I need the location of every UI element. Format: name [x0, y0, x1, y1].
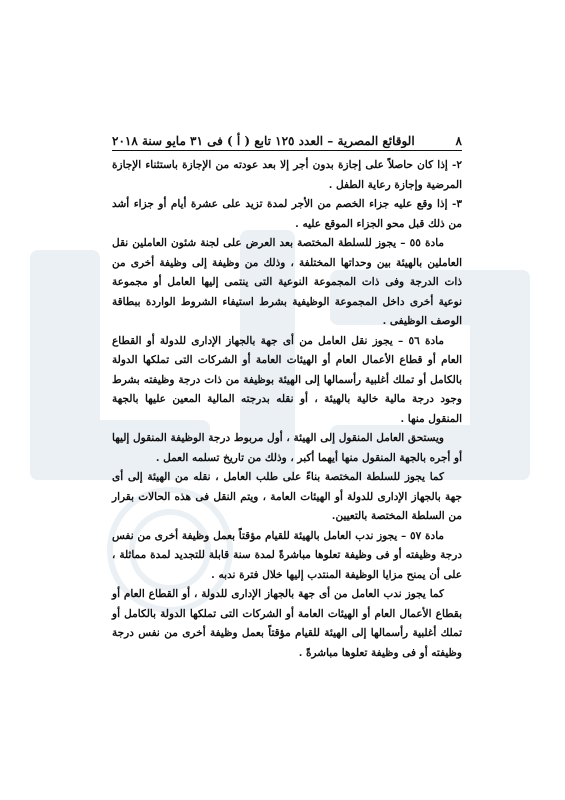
article-label: مادة ٥٥ [409, 237, 445, 249]
page-number: ٨ [455, 134, 462, 148]
page-header [112, 128, 462, 151]
article-57 [112, 527, 462, 586]
article-text: – يجوز ندب العامل بالهيئة للقيام مؤقتاً بعمل وظيفة أخرى من نفس درجة وظيفته أو فى وظيفة تعلوها مباشرةً لمدة سنة قابلة للتجديد لمدة مماثلة ، على أن يمنح مزايا الوظيفة المنتدب إليها خلال فترة ندبه . [112, 529, 462, 581]
document-body [112, 156, 462, 663]
paragraph-transfer-request: كما يجوز للسلطة المختصة بناءً على طلب العامل ، نقله من الهيئة إلى أى جهة بالجهاز الإدارى للدولة أو الهيئات العامة ، ويتم النقل فى هذه الحالات بقرار من السلطة المختصة بالتعيين. [112, 471, 462, 522]
paragraph-secondment: كما يجوز ندب العامل من أى جهة بالجهاز الإدارى للدولة ، أو القطاع العام أو بقطاع الأعمال العام أو الهيئات العامة أو الشركات التى تملكها الدولة بالكامل أو تملك أغلبية رأسمالها إلى الهيئة للقيام مؤقتاً بعمل وظيفة أخرى من نفس درجة وظيفته أو فى وظيفة تعلوها مباشرةً . [112, 588, 462, 659]
paragraph-transfer-salary: ويستحق العامل المنقول إلى الهيئة ، أول مربوط درجة الوظيفة المنقول إليها أو أجره بالجهة المنقول منها أيهما أكبر ، وذلك من تاريخ تسلمه العمل . [112, 432, 462, 464]
article-56 [112, 332, 462, 430]
article-55 [112, 234, 462, 332]
page-header-title: الوقائع المصرية – العدد ١٢٥ تابع ( أ ) فى ٣١ مايو سنة ٢٠١٨ [112, 134, 415, 148]
article-text: – يجوز نقل العامل من أى جهة بالجهاز الإدارى للدولة أو القطاع العام أو قطاع الأعمال العام أو الهيئات العامة أو الشركات التى تملكها الدولة بالكامل أو تملك أغلبية رأسمالها إلى الهيئة بوظيفة من ذات درجة وظيفته بشرط وجود درجة مالية خالية بالهيئة ، أو نقله بدرجته المالية المعين عليها بالجهة المنقول منها . [112, 334, 462, 425]
paragraph-condition-2: ٢- إذا كان حاصلاً على إجازة بدون أجر إلا بعد عودته من الإجازة باستثناء الإجازة المرضية وإجازة رعاية الطفل . [112, 159, 462, 191]
article-label: مادة ٥٧ [410, 529, 445, 542]
article-label: مادة ٥٦ [408, 334, 444, 347]
paragraph-condition-3: ٣- إذا وقع عليه جزاء الخصم من الأجر لمدة تزيد على عشرة أيام أو جزاء أشد من ذلك قبل محو الجزاء الموقع عليه . [112, 198, 462, 230]
article-text: – يجوز للسلطة المختصة بعد العرض على لجنة شئون العاملين نقل العاملين بالهيئة بين وحداتها المختلفة ، وذلك من وظيفة إلى وظيفة أخرى من ذات الدرجة وفى ذات المجموعة النوعية التى ينتمى إليها العامل أو مجموعة نوعية أخرى داخل المجموعة الوظيفية بشرط استيفاء الشروط الواردة ببطاقة الوصف الوظيفى . [112, 237, 462, 327]
